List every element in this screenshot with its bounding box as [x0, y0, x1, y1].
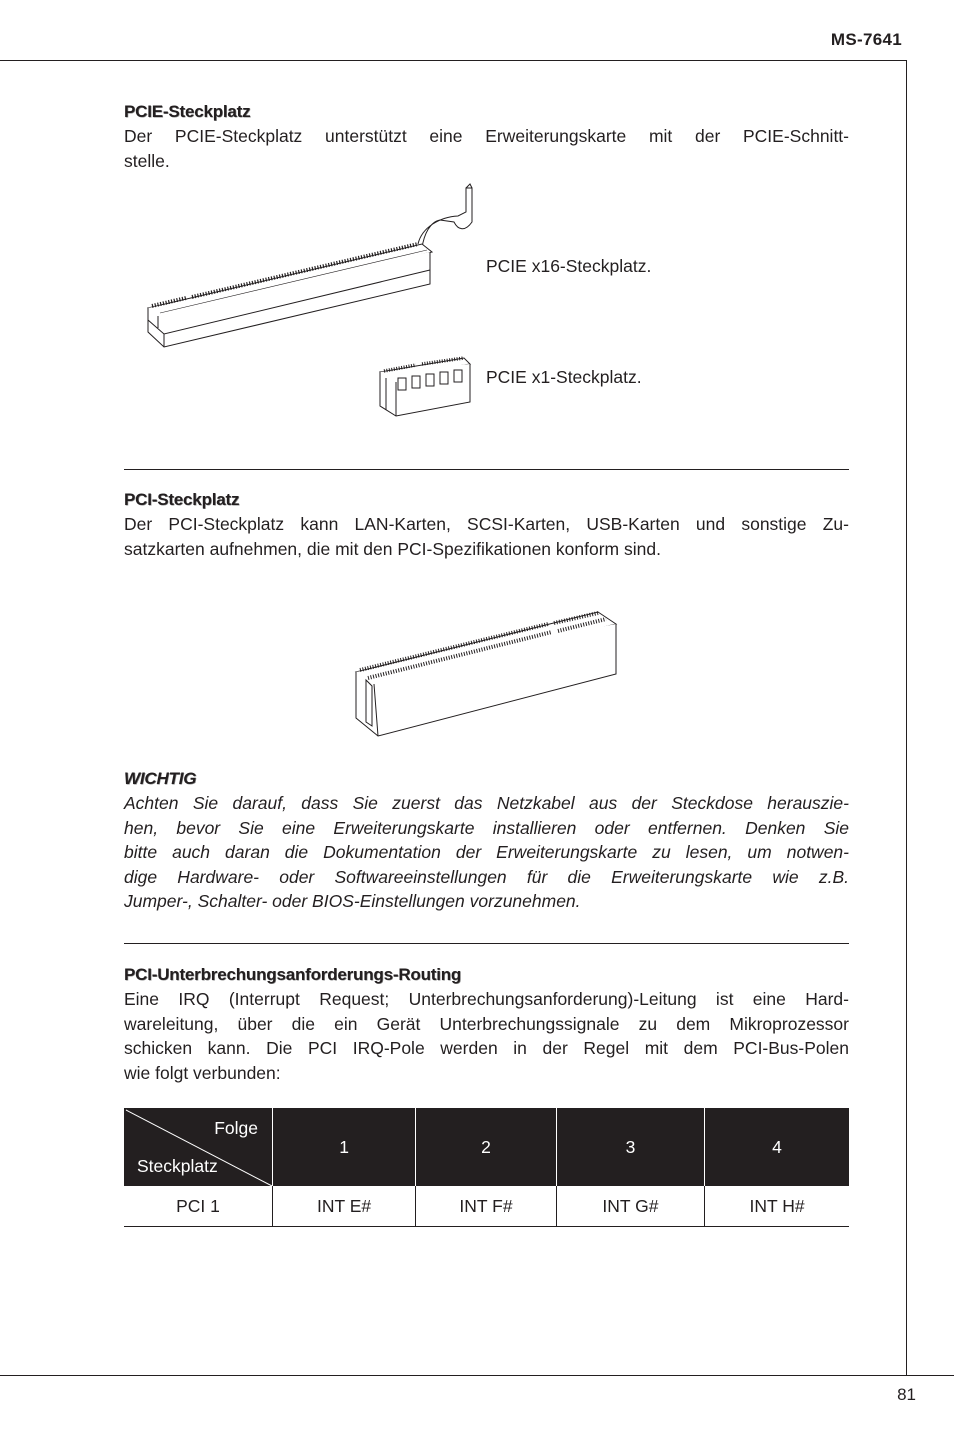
section-divider — [124, 469, 849, 470]
important-note-line: Achten Sie darauf, dass Sie zuerst das Netzkabel aus der Steckdose herauszie- — [124, 793, 849, 813]
important-note-line: hen, bevor Sie eine Erweiterungskarte installieren oder entfernen. Denken Sie — [124, 817, 849, 838]
pci-description-line: Der PCI-Steckplatz kann LAN-Karten, SCSI-Karten, USB-Karten und sonstige Zu- — [124, 514, 849, 534]
pcie-x1-label: PCIE x1-Steckplatz. — [486, 367, 642, 387]
irq-cell: INT H# — [705, 1186, 849, 1227]
important-note — [124, 791, 849, 914]
irq-description-line: wie folgt verbunden: — [124, 1062, 281, 1083]
pci-heading: PCI-Steckplatz — [124, 490, 240, 509]
pcie-x1-slot-icon — [376, 354, 474, 420]
slot-cell: PCI 1 — [124, 1186, 273, 1227]
column-header: 2 — [416, 1108, 557, 1186]
page-number: 81 — [897, 1385, 916, 1404]
corner-label-slot: Steckplatz — [137, 1156, 218, 1176]
pcie-x16-slot-icon — [140, 182, 485, 352]
irq-description-line: wareleitung, über die ein Gerät Unterbrechungssignale zu dem Mikroprozessor — [124, 1013, 849, 1034]
frame-top-rule — [0, 60, 907, 61]
pcie-heading: PCIE-Steckplatz — [124, 102, 251, 121]
irq-cell: INT F# — [416, 1186, 557, 1227]
table-row — [124, 1186, 849, 1227]
section-divider — [124, 943, 849, 944]
table-header-row — [124, 1108, 849, 1186]
pcie-description-line: stelle. — [124, 150, 170, 171]
irq-description — [124, 987, 849, 1085]
pcie-description — [124, 124, 849, 173]
pci-description-line: satzkarten aufnehmen, die mit den PCI-Spezifikationen konform sind. — [124, 538, 661, 559]
frame-right-rule — [906, 60, 907, 1376]
pcie-description-line: Der PCIE-Steckplatz unterstützt eine Erweiterungskarte mit der PCIE-Schnitt- — [124, 126, 849, 146]
irq-cell: INT G# — [556, 1186, 704, 1227]
pcie-x16-label: PCIE x16-Steckplatz. — [486, 256, 652, 276]
irq-cell: INT E# — [273, 1186, 416, 1227]
pci-slot-icon — [352, 608, 622, 742]
corner-header-cell — [124, 1108, 273, 1186]
irq-routing-table — [124, 1108, 849, 1227]
important-note-line: bitte auch daran die Dokumentation der Erweiterungskarte zu lesen, um notwen- — [124, 842, 849, 862]
important-note-line: Jumper-, Schalter- oder BIOS-Einstellungen vorzunehmen. — [124, 891, 581, 911]
irq-description-line: Eine IRQ (Interrupt Request; Unterbrechungsanforderung)-Leitung ist eine Hard- — [124, 989, 849, 1009]
irq-description-line: schicken kann. Die PCI IRQ-Pole werden in der Regel mit dem PCI-Bus-Polen — [124, 1038, 849, 1058]
column-header: 3 — [556, 1108, 704, 1186]
model-number: MS-7641 — [830, 30, 902, 49]
column-header: 4 — [705, 1108, 849, 1186]
pci-description — [124, 512, 849, 561]
column-header: 1 — [273, 1108, 416, 1186]
irq-heading: PCI-Unterbrechungsanforderungs-Routing — [124, 965, 462, 984]
frame-bottom-rule — [0, 1375, 954, 1376]
corner-label-sequence: Folge — [214, 1118, 258, 1138]
important-note-line: dige Hardware- oder Softwareeinstellungen für die Erweiterungskarte wie z.B. — [124, 866, 849, 887]
important-heading: WICHTIG — [124, 769, 197, 788]
